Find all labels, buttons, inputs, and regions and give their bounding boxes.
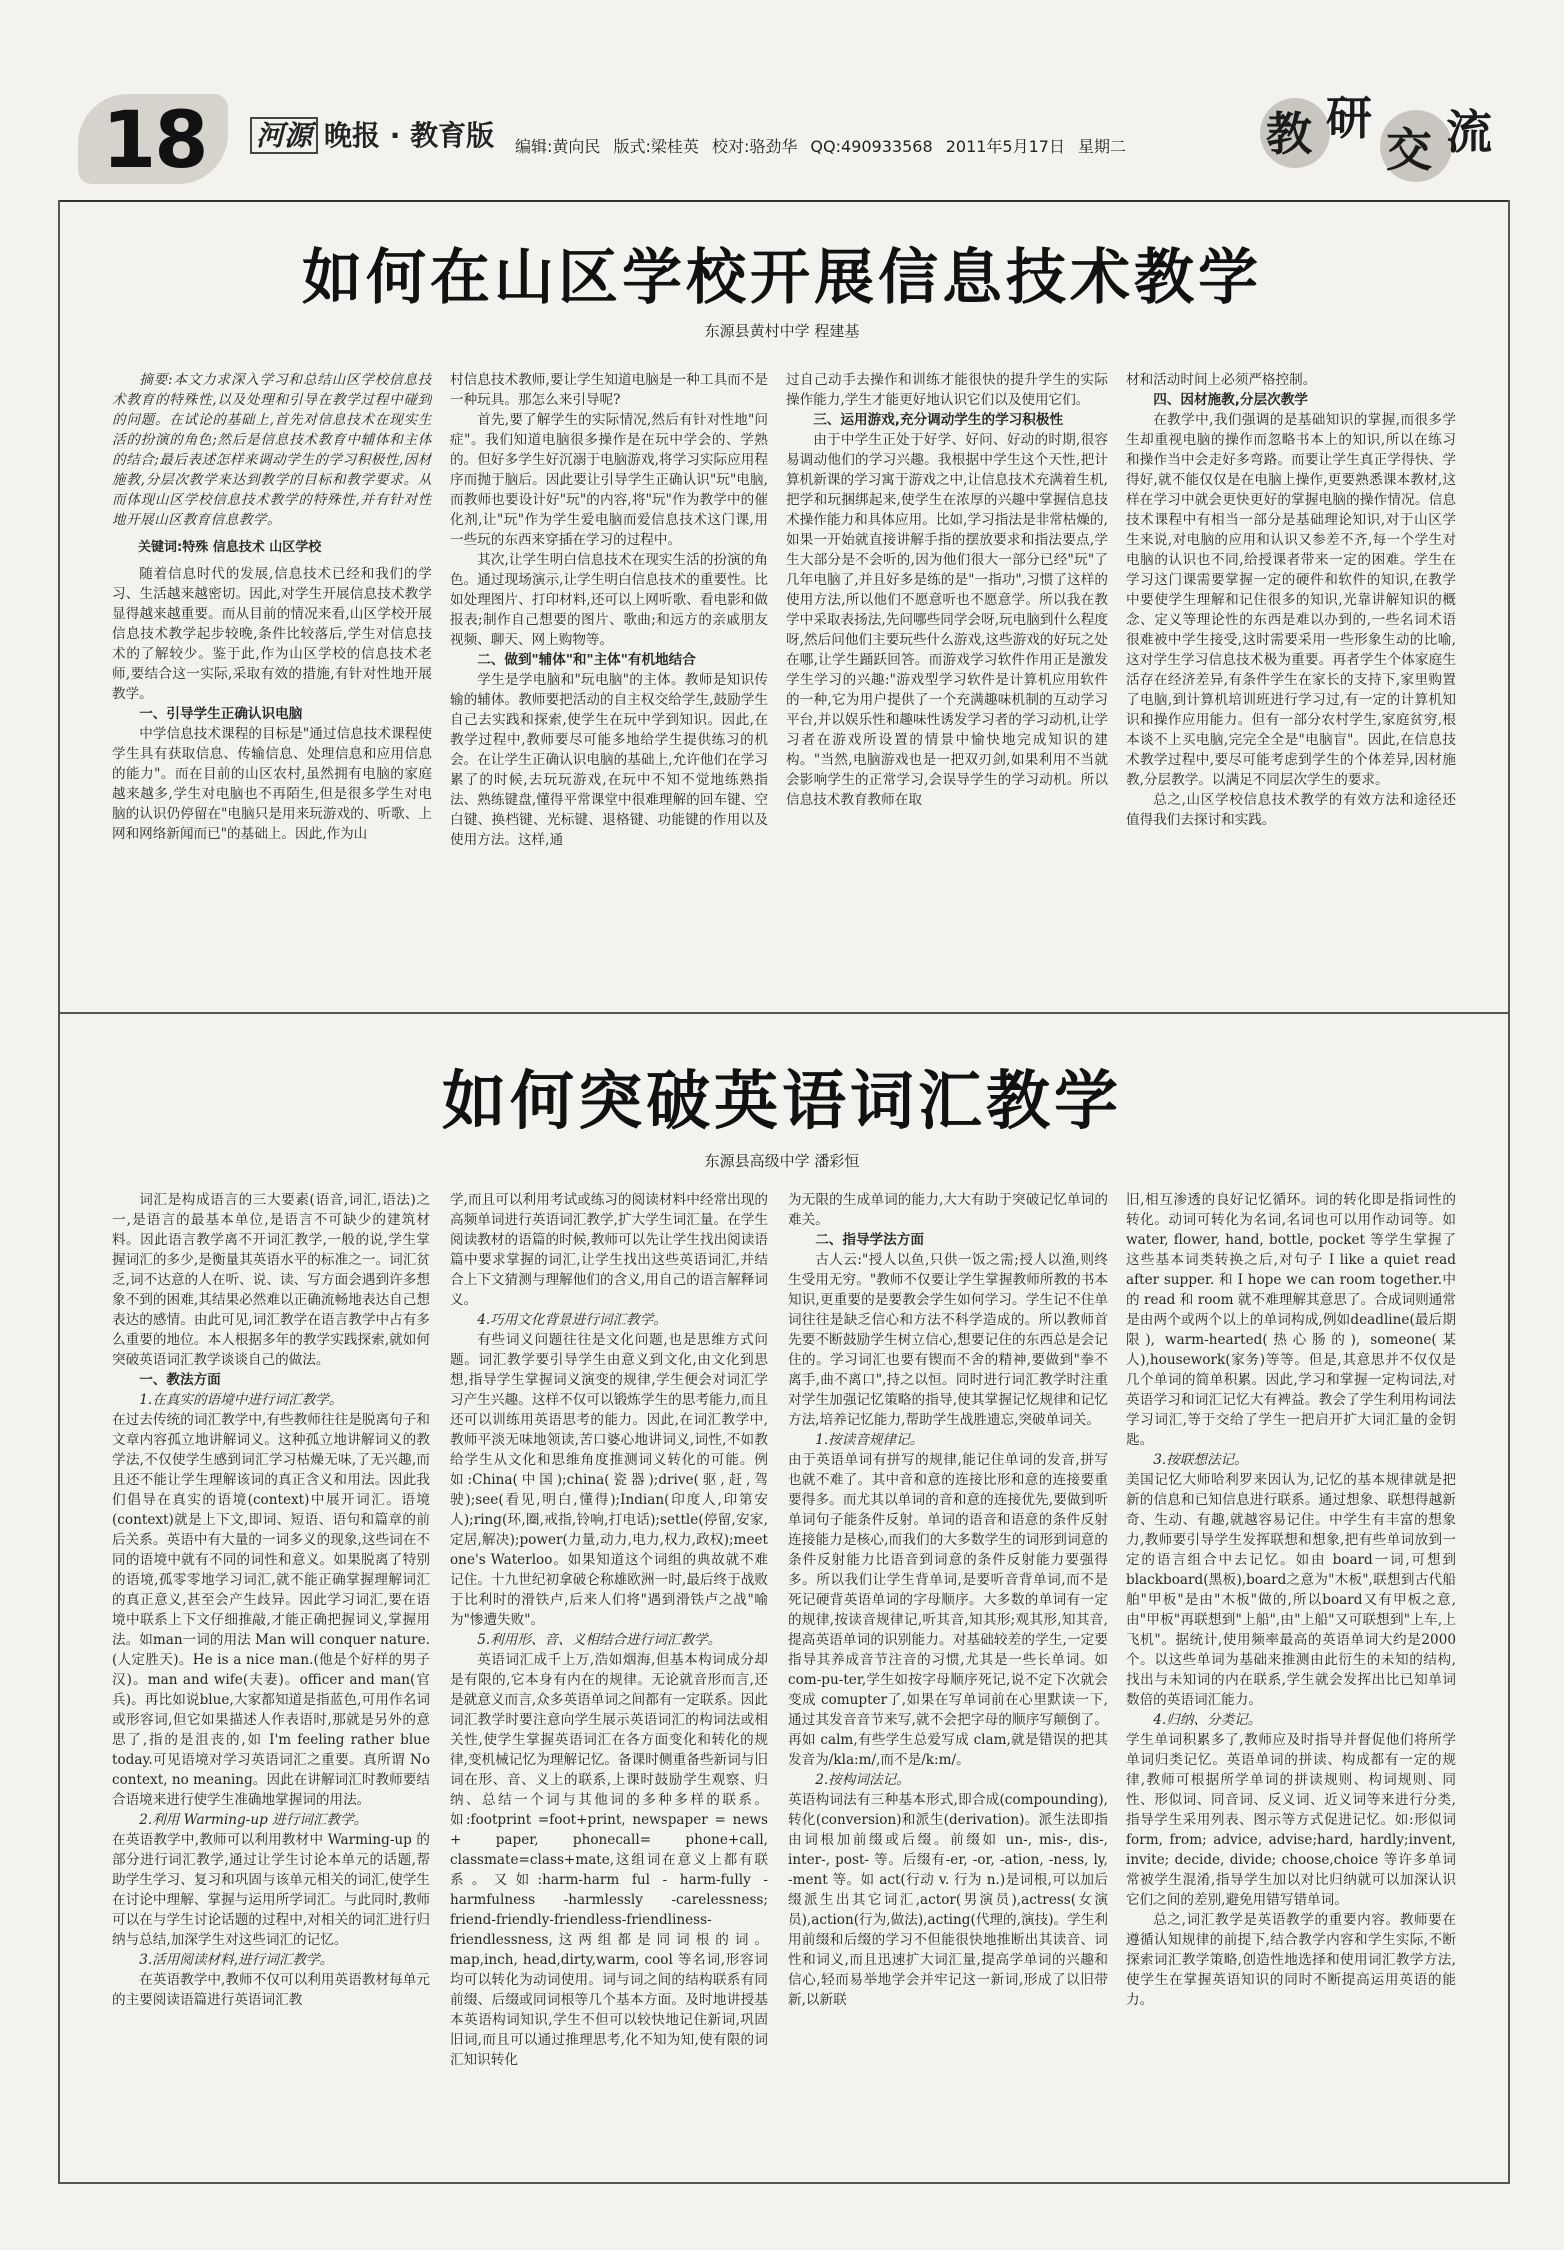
section-heading: 一、引导学生正确认识电脑 <box>139 706 303 722</box>
body-paragraph: 其次,让学生明白信息技术在现实生活的扮演的角色。通过现场演示,让学生明白信息技术的重要性。比如处理图片、打印材料,还可以上网听歌、看电影和做报表;制作自己想要的图片、歌曲;和远方的亲戚朋友视频、聊天、网上购物等。 <box>450 552 768 648</box>
body-paragraph: 在英语教学中,教师不仅可以利用英语教材每单元的主要阅读语篇进行英语词汇教 <box>112 1972 430 2008</box>
body-paragraph: 学生单词积累多了,教师应及时指导并督促他们将所学单词归类记忆。英语单词的拼读、构成都有一定的规律,教师可根据所学单词的拼读规则、构词规则、同性、形似词、同音词、反义词、近义词等来进行分类,指导学生采用列表、图示等方式促进记忆。如:形似词 form, from; advice, advise;hard, hardly;invent, invite; decide, divide; choose,choice 等许多单词常被学生混淆,指导学生加以对比归纳就可以加深认识它们之间的差别,避免用错写错单词。 <box>1126 1732 1456 1908</box>
section-heading: 二、指导学法方面 <box>815 1232 924 1248</box>
article1-column-4 <box>1126 370 1456 995</box>
body-paragraph: 在教学中,我们强调的是基础知识的掌握,而很多学生却重视电脑的操作而忽略书本上的知识,所以在练习和操作当中会走好多弯路。而要让学生真正学得快、学得好,就不能仅仅是在电脑上操作,更要熟悉课本教材,这样在学习中就会更快更好的掌握电脑的操作情况。信息技术课程中有相当一部分是基础理论知识,对于山区学生来说,对电脑的应用和认识又参差不齐,每一个学生对电脑的认识也不同,给授课者带来一定的困难。学生在学习这门课需要掌握一定的硬件和软件的知识,在教学中要使学生理解和记住很多的知识,光靠讲解知识的概念、定义等理论性的东西是难以办到的,一些名词术语很难被中学生接受,这时需要采用一些形象生动的比喻,这对学生学习信息技术极为重要。再者学生个体家庭生活存在经济差异,有条件学生在家长的支持下,家里购置了电脑,到计算机培训班进行学习过,有一定的计算机知识和操作应用能力。但有一部分农村学生,家庭贫穷,根本谈不上买电脑,完完全全是"电脑盲"。因此,在信息技术教学过程中,要尽可能考虑到学生的个体差异,因材施教,分层教学。以满足不同层次学生的要求。 <box>1126 412 1456 788</box>
body-paragraph: 英语词汇成千上万,浩如烟海,但基本构词成分却是有限的,它本身有内在的规律。无论就音形而言,还是就意义而言,众多英语单词之间都有一定联系。因此词汇教学时要注意向学生展示英语词汇的构词法或相关性,使学生掌握英语词汇在各方面变化和转化的规律,变机械记忆为理解记忆。备课时侧重备些新词与旧词在形、音、义上的联系,上课时鼓励学生观察、归纳、总结一个词与其他词的多种多样的联系。如:footprint =foot+print, newspaper = news + paper, phonecall= phone+call, classmate=class+mate,这组词在意义上都有联系。又如:harm-harm ful - harm-fully -harmfulness -harmlessly -carelessness; friend-friendly-friendless-friendliness-friendlessness,这两组都是同词根的词。map,inch, head,dirty,warm, cool 等名词,形容词均可以转化为动词使用。词与词之间的结构联系有同前缀、后缀或同词根等几个基本方面。及时地讲授基本英语构词知识,学生不但可以较快地记住新词,巩固旧词,而且可以通过推理思考,化不知为知,使有限的词汇知识转化 <box>450 1652 768 2068</box>
body-paragraph: 总之,词汇教学是英语教学的重要内容。教师要在遵循认知规律的前提下,结合教学内容和学生实际,不断探索词汇教学策略,创造性地选择和使用词汇教学方法,使学生在掌握英语知识的同时不断提高运用英语的能力。 <box>1126 1912 1456 2008</box>
subsection-heading: 2.利用 Warming-up 进行词汇教学。 <box>139 1812 368 1828</box>
body-paragraph: 在过去传统的词汇教学中,有些教师往往是脱离句子和文章内容孤立地讲解词义。这种孤立地讲解词义的教学法,不仅使学生感到词汇学习枯燥无味,了无兴趣,而且还不能让学生理解该词的真正含义和用法。因此我们倡导在真实的语境(context)中展开词汇。语境(context)就是上下文,即词、短语、语句和篇章的前后关系。英语中有大量的一词多义的现象,这些词在不同的语境中就有不同的词性和意义。如果脱离了特别的语境,孤零零地学习词汇,就不能正确掌握理解词汇的真正意义,甚至会产生歧异。因此学习词汇,要在语境中联系上下文仔细推敲,才能正确把握词义,掌握用法。如man一词的用法 Man will conquer nature.(人定胜天)。He is a nice man.(他是个好样的男子汉)。man and wife(夫妻)。officer and man(官兵)。再比如说blue,大家都知道是指蓝色,可用作名词或形容词,但它如果描述人作表语时,那就是另外的意思了,指的是沮丧的,如 I'm feeling rather blue today.可见语境对学习英语词汇之重要。真所谓 No context, no meaning。因此在讲解词汇时教师要结合语境来进行使学生准确地掌握词的用法。 <box>112 1412 430 1808</box>
subsection-heading: 3.按联想法记。 <box>1153 1452 1248 1468</box>
article2-column-3 <box>788 1190 1108 2150</box>
keywords-line: 关键词:特殊 信息技术 山区学校 <box>138 540 322 555</box>
article2-column-1 <box>112 1190 430 2150</box>
article2-column-4 <box>1126 1190 1456 2150</box>
subsection-heading: 5.利用形、音、义相结合进行词汇教学。 <box>477 1632 722 1648</box>
body-paragraph: 在英语教学中,教师可以利用教材中 Warming-up 的部分进行词汇教学,通过让学生讨论本单元的话题,帮助学生学习、复习和巩固与该单元相关的词汇,使学生在讨论中理解、掌握与运用所学词汇。与此同时,教师可以在与学生讨论话题的过程中,对相关的词汇进行归纳与总结,加深学生对这些词汇的记忆。 <box>112 1832 430 1948</box>
subsection-heading: 2.按构词法记。 <box>815 1772 910 1788</box>
column-char-2: 研 <box>1326 91 1372 145</box>
paper-name <box>250 114 494 154</box>
article2-byline: 东源县高级中学 潘彩恒 <box>704 1152 860 1170</box>
article1-column-2 <box>450 370 768 995</box>
article1-column-1 <box>112 370 432 995</box>
body-paragraph: 有些词义问题往往是文化问题,也是思维方式问题。词汇教学要引导学生由意义到文化,由文化到思想,指导学生掌握词义演变的规律,学生便会对词汇学习产生兴趣。这样不仅可以锻炼学生的思考能力,而且还可以训练用英语思考的能力。因此,在词汇教学中,教师平淡无味地领读,苦口婆心地讲词义,词性,不如教给学生从文化和思维角度推测词义转化的可能。例如:China(中国);china(瓷器);drive(驱,赶,驾驶);see(看见,明白,懂得);Indian(印度人,印第安人);ring(环,圈,戒指,铃响,打电话);settle(停留,安家,定居,解决);power(力量,动力,电力,权力,政权);meet one's Waterloo。如果知道这个词组的典故就不难记住。十九世纪初拿破仑称雄欧洲一时,最后终于战败于比利时的滑铁卢,后来人们将"遇到滑铁卢之战"喻为"惨遭失败"。 <box>450 1332 768 1628</box>
article1-title: 如何在山区学校开展信息技术教学 <box>302 243 1262 313</box>
subsection-heading: 4.归纳、分类记。 <box>1153 1712 1262 1728</box>
body-paragraph: 为无限的生成单词的能力,大大有助于突破记忆单词的难关。 <box>788 1192 1108 1228</box>
section-heading: 三、运用游戏,充分调动学生的学习积极性 <box>813 412 1064 428</box>
body-paragraph: 英语构词法有三种基本形式,即合成(compounding),转化(conversion)和派生(derivation)。派生法即指由词根加前缀或后缀。前缀如 un-, mis-, dis-, inter-, post- 等。后缀有-er, -or, -ation, -ness, ly, -ment 等。如 act(行动 v. 行为 n.)是词根,可以加后缀派生出其它词汇,actor(男演员),actress(女演员),action(行为,做法),acting(代理的,演技)。学生利用前缀和后缀的学习不但能很快地推断出其读音、词性和词义,而且迅速扩大词汇量,提高学单词的兴趣和信心,轻而易举地学会并牢记这一新词,形成了以旧带新,以新联 <box>788 1792 1108 2008</box>
paper-title: 晚报 · 教育版 <box>324 119 495 152</box>
column-char-3: 交 <box>1386 123 1432 177</box>
body-paragraph: 词汇是构成语言的三大要素(语音,词汇,语法)之一,是语言的最基本单位,是语言不可缺少的建筑材料。因此语言教学离不开词汇教学,一般的说,学生掌握词汇的多少,是衡量其英语水平的标准之一。词汇贫乏,词不达意的人在听、说、读、写方面会遇到许多想象不到的困难,其结果必然难以正确流畅地表达自己想表达的感情。由此可见,词汇教学在语言教学中占有多么重要的地位。本人根据多年的教学实践探索,就如何突破英语词汇教学谈谈自己的做法。 <box>112 1192 430 1368</box>
body-paragraph: 首先,要了解学生的实际情况,然后有针对性地"问症"。我们知道电脑很多操作是在玩中学会的、学熟的。但好多学生好沉溺于电脑游戏,将学习实际应用程序而抛于脑后。因此要让引导学生正确认识"玩"电脑,而教师也要设计好"玩"的内容,将"玩"作为教学中的催化剂,让"玩"作为学生爱电脑而爱信息技术这门课,用一些玩的东西来穿插在学习的过程中。 <box>450 412 768 548</box>
body-paragraph: 中学信息技术课程的目标是"通过信息技术课程使学生具有获取信息、传输信息、处理信息和应用信息的能力"。而在目前的山区农村,虽然拥有电脑的家庭越来越多,学生对电脑也不再陌生,但是很多学生对电脑的认识仍停留在"电脑只是用来玩游戏的、听歌、上网和网络新闻而已"的基础上。因此,作为山 <box>112 726 432 842</box>
page-number-badge <box>78 94 228 184</box>
column-char-4: 流 <box>1446 105 1492 159</box>
page-number: 18 <box>102 96 207 186</box>
body-paragraph: 学,而且可以利用考试或练习的阅读材料中经常出现的高频单词进行英语词汇教学,扩大学生词汇量。在学生阅读教材的语篇的时候,教师可以先让学生找出阅读语篇中要求掌握的词汇,让学生找出这些英语词汇,并结合上下文猜测与理解他们的含义,用自己的语言解释词义。 <box>450 1192 768 1308</box>
edition-info: 编辑:黄向民 版式:梁桂英 校对:骆劲华 QQ:490933568 2011年5月17日 星期二 <box>515 137 1127 156</box>
body-paragraph: 村信息技术教师,要让学生知道电脑是一种工具而不是一种玩具。那怎么来引导呢? <box>450 372 768 408</box>
column-logo <box>1260 88 1510 188</box>
article2-title: 如何突破英语词汇教学 <box>442 1065 1122 1139</box>
body-paragraph: 美国记忆大师哈利罗来因认为,记忆的基本规律就是把新的信息和已知信息进行联系。通过想象、联想得越新奇、生动、有趣,就越容易记住。中学生有丰富的想象力,教师要引导学生发挥联想和想象,把有些单词放到一定的语言组合中去记忆。如由 board一词,可想到blackboard(黑板),board之意为"木板",联想到古代船舶"甲板"是由"木板"做的,所以board又有甲板之意,由"甲板"再联想到"上船",由"上船"又可联想到"上车,上飞机"。据统计,使用频率最高的英语单词大约是2000个。以这些单词为基础来推测由此衍生的未知的结构,找出与未知词的内在联系,学生就会发挥出比已知单词数倍的英语词汇能力。 <box>1126 1472 1456 1708</box>
body-paragraph: 总之,山区学校信息技术教学的有效方法和途径还值得我们去探讨和实践。 <box>1126 792 1456 828</box>
body-paragraph: 旧,相互渗透的良好记忆循环。词的转化即是指词性的转化。动词可转化为名词,名词也可以用作动词等。如 water, flower, hand, bottle, pocket 等学生掌握了这些基本词类转换之后,对句子 I like a quiet read after supper. 和 I hope we can room together.中的 read 和 room 就不难理解其意思了。合成词则通常是由两个或两个以上的单词构成,例如deadline(最后期限), warm-hearted(热心肠的), someone(某人),housework(家务)等等。但是,其意思并不仅仅是几个单词的简单积累。因此,学习和掌握一定构词法,对英语学习和词汇记忆大有裨益。教会了学生利用构词法学习词汇,等于交给了学生一把启开扩大词汇量的金钥匙。 <box>1126 1192 1456 1448</box>
body-paragraph: 学生是学电脑和"玩电脑"的主体。教师是知识传输的辅体。教师要把活动的自主权交给学生,鼓励学生自己去实践和探索,使学生在玩中学到知识。因此,在教学过程中,教师要尽可能多地给学生提供练习的机会。在让学生正确认识电脑的基础上,允许他们在学习累了的时候,去玩玩游戏,在玩中不知不觉地练熟指法、熟练键盘,懂得平常课堂中很难理解的回车键、空白键、换档键、光标键、退格键、功能键的作用以及使用方法。这样,通 <box>450 672 768 848</box>
body-paragraph: 材和活动时间上必须严格控制。 <box>1126 372 1317 388</box>
subsection-heading: 1.按读音规律记。 <box>815 1432 924 1448</box>
article2-column-2 <box>450 1190 768 2150</box>
body-paragraph: 古人云:"授人以鱼,只供一饭之需;授人以渔,则终生受用无穷。"教师不仅要让学生掌握教师所教的书本知识,更重要的是要教会学生如何学习。学生记不住单词往往是缺乏信心和方法不科学造成的。所以教师首先要不断鼓励学生树立信心,想要记住的东西总是会记住的。学习词汇也要有锲而不舍的精神,要做到"拳不离手,曲不离口",持之以恒。同时进行词汇教学时注重对学生加强记忆策略的指导,使其掌握记忆规律和记忆方法,培养记忆能力,帮助学生战胜遗忘,突破单词关。 <box>788 1252 1108 1428</box>
paper-logo: 河源 <box>250 117 318 154</box>
column-char-1: 教 <box>1266 107 1312 161</box>
section-heading: 二、做到"辅体"和"主体"有机地结合 <box>477 652 696 668</box>
section-heading: 四、因材施教,分层次教学 <box>1153 392 1308 408</box>
body-paragraph: 由于英语单词有拼写的规律,能记住单词的发音,拼写也就不难了。其中音和意的连接比形和意的连接要重要得多。而尤其以单词的音和意的连接优先,要做到听单词句子能条件反射。单词的语音和语意的条件反射连接能力是核心,而我们的大多数学生的词形到词意的条件反射能力比语音到词意的条件反射能力要强得多。所以我们让学生背单词,是要听音背单词,而不是死记硬背英语单词的字母顺序。大多数的单词有一定的规律,按读音规律记,听其音,知其形;观其形,知其音,提高英语单词的识别能力。对基础较差的学生,一定要指导其养成音节注音的习惯,尤其是一些长单词。如 com-pu-ter,学生如按字母顺序死记,说不定下次就会变成 comupter了,如果在写单词前在心里默读一下,通过其发音音节来写,就不会把字母的顺序写颠倒了。再如 calm,有些学生总爱写成 clam,就是错误的把其发音为/kla:m/,而不是/k:m/。 <box>788 1452 1108 1768</box>
article1-byline: 东源县黄村中学 程建基 <box>704 322 860 340</box>
masthead <box>60 88 1510 198</box>
subsection-heading: 1.在真实的语境中进行词汇教学。 <box>139 1392 343 1408</box>
subsection-heading: 4.巧用文化背景进行词汇教学。 <box>477 1312 667 1328</box>
article1-column-3 <box>786 370 1108 995</box>
section-divider <box>60 1012 1508 1014</box>
abstract-paragraph: 摘要:本文力求深入学习和总结山区学校信息技术教育的特殊性,以及处理和引导在教学过程中碰到的问题。在试论的基础上,首先对信息技术在现实生活的扮演的角色;然后是信息技术教育中辅体和主体的结合;最后表述怎样来调动学生的学习积极性,因材施教,分层次教学来达到教学的目标和教学要求。从而体现山区学校信息技术教学的特殊性,并有针对性地开展山区教育信息教学。 <box>112 372 432 528</box>
body-paragraph: 随着信息时代的发展,信息技术已经和我们的学习、生活越来越密切。因此,对学生开展信息技术教学显得越来越重要。而从目前的情况来看,山区学校开展信息技术教学起步较晚,条件比较落后,学生对信息技术的了解较少。鉴于此,作为山区学校的信息技术老师,要结合这一实际,采取有效的措施,有针对性地开展教学。 <box>112 566 432 702</box>
body-paragraph: 由于中学生正处于好学、好问、好动的时期,很容易调动他们的学习兴趣。我根据中学生这个天性,把计算机新课的学习寓于游戏之中,让信息技术充满着生机,把学和玩捆绑起来,使学生在浓厚的兴趣中掌握信息技术操作能力和具体应用。比如,学习指法是非常枯燥的,如果一开始就直接讲解手指的摆放要求和指法要点,学生大部分是不会听的,因为他们很大一部分已经"玩"了几年电脑了,并且好多是练的是"一指功",习惯了这样的使用方法,所以他们不愿意听也不愿意学。所以我在教学中采取表扬法,先问哪些同学会呀,玩电脑到什么程度呀,然后问他们主要玩些什么游戏,这些游戏的好玩之处在哪,让学生踊跃回答。而游戏学习软件作用正是激发学生学习的兴趣:"游戏型学习软件是计算机应用软件的一种,它为用户提供了一个充满趣味机制的互动学习平台,并以娱乐性和趣味性诱发学习者的学习动机,让学习者在游戏所设置的情景中愉快地完成知识的建构。"当然,电脑游戏也是一把双刃剑,如果利用不当就会影响学生的正常学习,会误导学生的学习动机。所以信息技术教育教师在取 <box>786 432 1108 808</box>
subsection-heading: 3.活用阅读材料,进行词汇教学。 <box>139 1952 334 1968</box>
section-heading: 一、教法方面 <box>139 1372 221 1388</box>
body-paragraph: 过自己动手去操作和训练才能很快的提升学生的实际操作能力,学生才能更好地认识它们以及使用它们。 <box>786 372 1108 408</box>
